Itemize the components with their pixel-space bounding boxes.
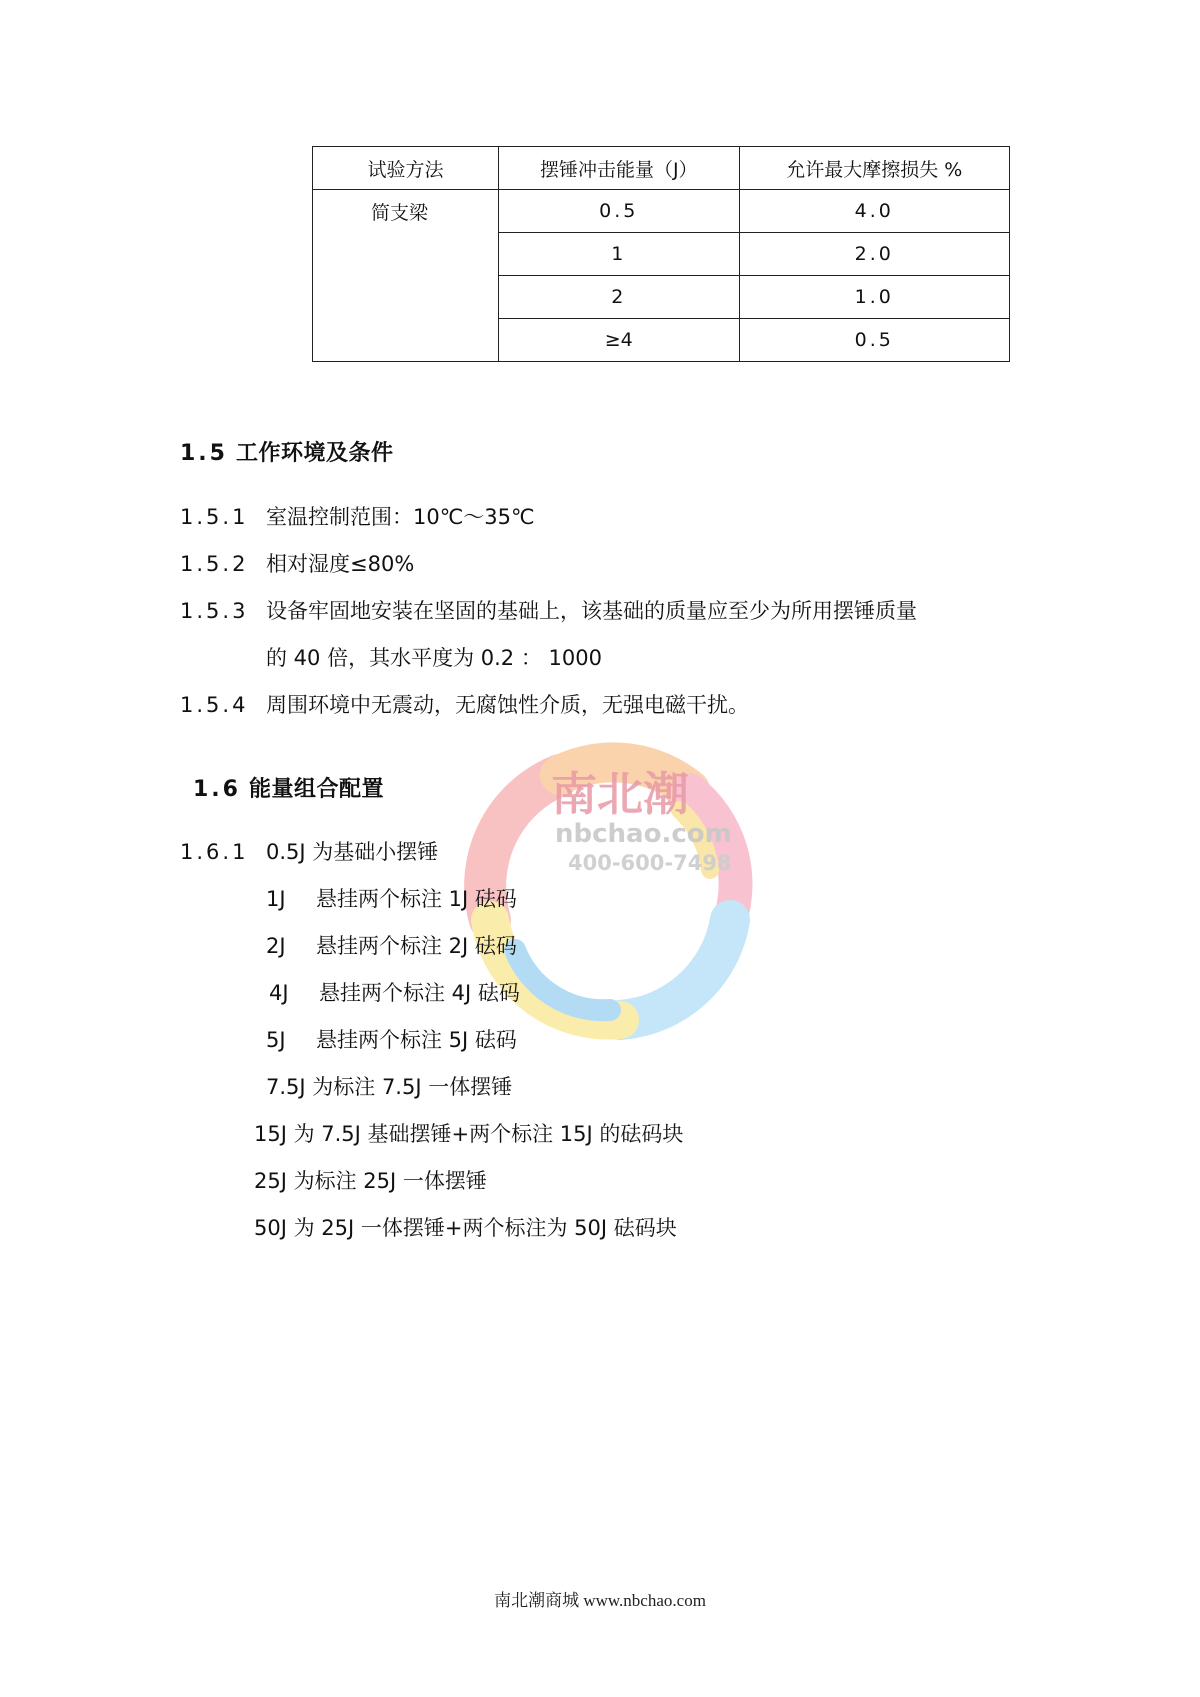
sub-item-text: 悬挂两个标注 1J 砝码 (316, 887, 517, 911)
watermark-site: nbchao.com (555, 819, 732, 849)
cell-test-method: 简支梁 (313, 190, 499, 362)
item-text: 周围环境中无震动，无腐蚀性介质，无强电磁干扰。 (266, 693, 749, 717)
list-item (180, 838, 438, 866)
energy-config-line: 25J 为标注 25J 一体摆锤 (254, 1169, 487, 1193)
watermark-phone: 400-600-7498 (568, 851, 732, 875)
page-footer: 南北潮商城 www.nbchao.com (494, 1591, 706, 1610)
sub-item-text: 悬挂两个标注 5J 砝码 (316, 1028, 517, 1052)
table-header-row (313, 147, 1010, 190)
cell-energy: ≥4 (498, 319, 739, 362)
watermark-brand: 南北潮 (551, 769, 689, 820)
list-item-continuation: 的 40 倍，其水平度为 0.2 ： 1000 (266, 646, 602, 670)
item-number: 1.6.1 (180, 840, 249, 864)
item-text: 室温控制范围：10℃～35℃ (266, 505, 535, 529)
cell-energy: 1 (498, 233, 739, 276)
cell-loss: 1.0 (739, 276, 1009, 319)
sub-item-label: 5J (266, 1028, 286, 1052)
section-title: 能量组合配置 (248, 777, 384, 802)
table-row (313, 190, 1010, 233)
sub-item (266, 885, 517, 913)
item-number: 1.5.4 (180, 693, 249, 717)
section-1-6-heading (193, 772, 384, 803)
sub-item-label: 2J (266, 934, 286, 958)
energy-config-line: 50J 为 25J 一体摆锤+两个标注为 50J 砝码块 (254, 1216, 677, 1240)
item-number: 1.5.3 (180, 599, 249, 623)
cell-loss: 2.0 (739, 233, 1009, 276)
list-item (180, 691, 749, 719)
item-number: 1.5.2 (180, 552, 249, 576)
list-item (180, 550, 414, 578)
sub-item (266, 932, 517, 960)
cell-loss: 0.5 (739, 319, 1009, 362)
list-item (180, 503, 535, 531)
list-item (180, 597, 917, 625)
section-1-5-heading (180, 436, 394, 467)
sub-item-text: 悬挂两个标注 4J 砝码 (319, 981, 520, 1005)
energy-config-line: 7.5J 为标注 7.5J 一体摆锤 (266, 1075, 513, 1099)
energy-config-line: 15J 为 7.5J 基础摆锤+两个标注 15J 的砝码块 (254, 1122, 684, 1146)
sub-item (266, 1026, 517, 1054)
section-number: 1.6 (193, 777, 241, 802)
item-text: 0.5J 为基础小摆锤 (266, 840, 439, 864)
friction-loss-table (312, 146, 1010, 362)
header-test-method: 试验方法 (313, 147, 499, 190)
section-number: 1.5 (180, 441, 228, 466)
cell-energy: 0.5 (498, 190, 739, 233)
item-text: 设备牢固地安装在坚固的基础上，该基础的质量应至少为所用摆锤质量 (266, 599, 917, 623)
header-impact-energy: 摆锤冲击能量（J） (498, 147, 739, 190)
sub-item-text: 悬挂两个标注 2J 砝码 (316, 934, 517, 958)
cell-loss: 4.0 (739, 190, 1009, 233)
sub-item-label: 1J (266, 887, 286, 911)
cell-energy: 2 (498, 276, 739, 319)
item-number: 1.5.1 (180, 505, 249, 529)
section-title: 工作环境及条件 (235, 441, 394, 466)
sub-item (269, 979, 520, 1007)
sub-item-label: 4J (269, 981, 289, 1005)
header-max-friction-loss: 允许最大摩擦损失 % (739, 147, 1009, 190)
item-text: 相对湿度≤80% (266, 552, 415, 576)
